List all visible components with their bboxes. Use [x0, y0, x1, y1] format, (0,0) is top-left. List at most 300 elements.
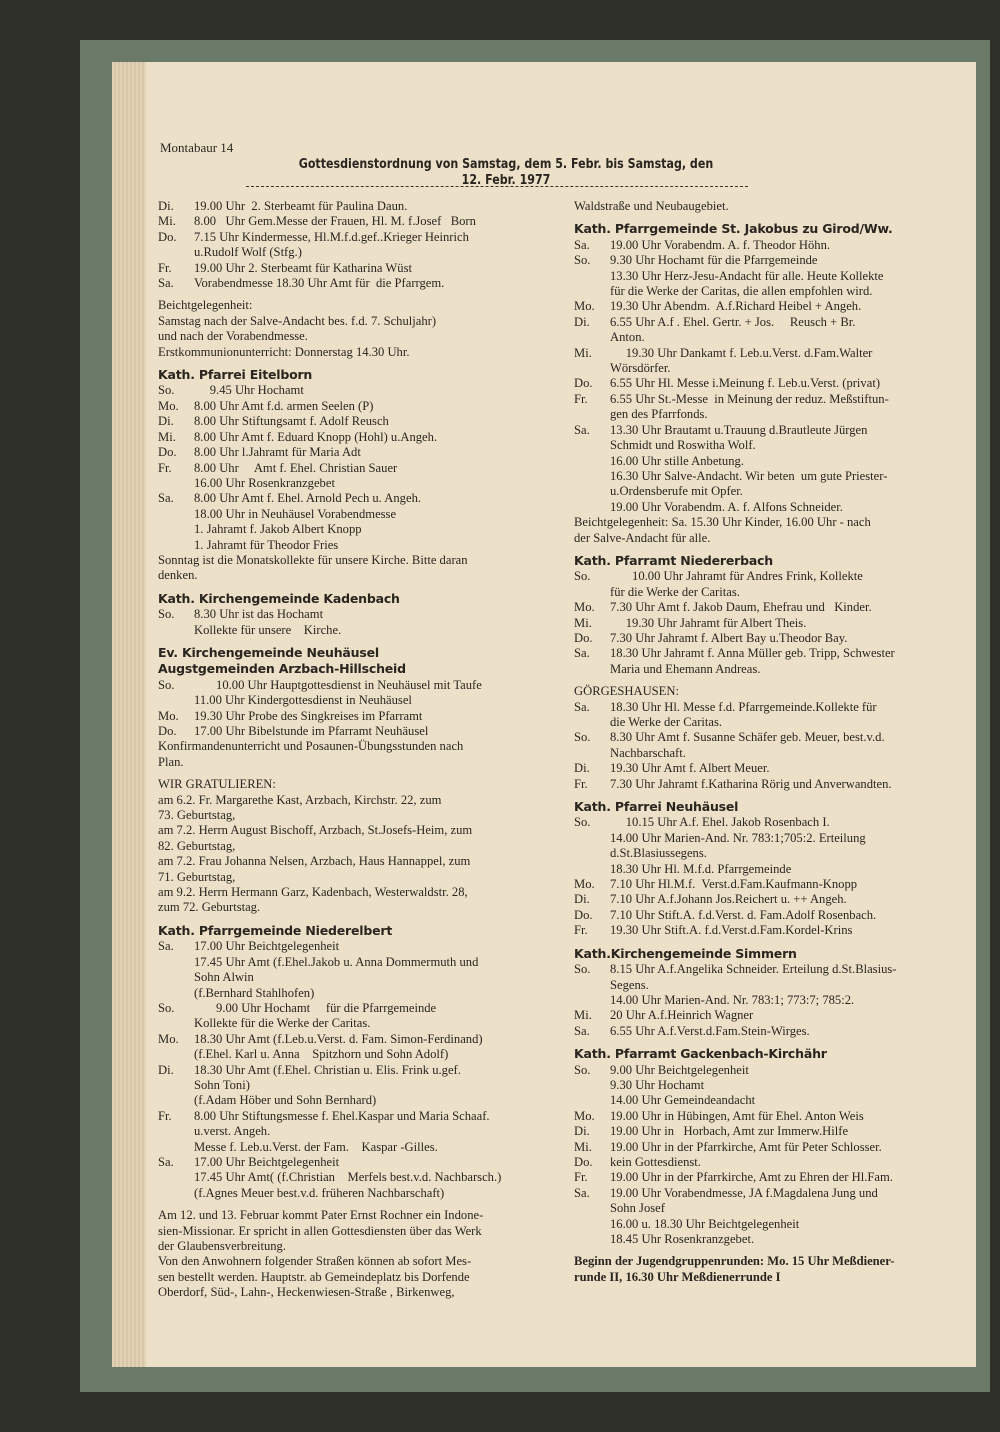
- schedule-text: 9.00 Uhr Beichtgelegenheit: [610, 1062, 749, 1077]
- schedule-day: [574, 993, 610, 1008]
- schedule-row: [574, 761, 964, 776]
- schedule-day: Do.: [574, 907, 593, 922]
- text-line: der Salve-Andacht für alle.: [574, 530, 711, 545]
- text-line: Beichtgelegenheit: Sa. 15.30 Uhr Kinder, 16.00 Uhr - nach: [574, 515, 871, 530]
- schedule-row: [158, 1155, 558, 1170]
- schedule-day: So.: [158, 607, 175, 622]
- schedule-day: Di.: [574, 314, 590, 329]
- schedule-day: [158, 986, 194, 1001]
- schedule-text: Wörsdörfer.: [610, 361, 671, 376]
- text-line: Am 12. und 13. Februar kommt Pater Ernst Rochner ein Indone-: [158, 1208, 484, 1223]
- schedule-day: [574, 662, 610, 677]
- schedule-day: [574, 269, 610, 284]
- schedule-text: (f.Adam Höber und Sohn Bernhard): [194, 1093, 377, 1108]
- schedule-row: [574, 361, 964, 376]
- schedule-row: [158, 1093, 558, 1108]
- schedule-row: [574, 1008, 964, 1023]
- schedule-day: So.: [574, 253, 591, 268]
- schedule-text: 18.30 Uhr Hl. Messe f.d. Pfarrgemeinde.Kollekte für: [610, 699, 877, 714]
- schedule-text: 9.45 Uhr Hochamt: [194, 383, 304, 398]
- schedule-text: d.St.Blasiussegens.: [610, 846, 707, 861]
- schedule-day: So.: [158, 677, 175, 692]
- schedule-text: 16.00 Uhr stille Anbetung.: [610, 453, 744, 468]
- text-line: Beichtgelegenheit:: [158, 298, 253, 313]
- text-line: denken.: [158, 568, 198, 583]
- schedule-row: [574, 238, 964, 253]
- schedule-day: Sa.: [574, 1185, 590, 1200]
- text-line: sen bestellt werden. Hauptstr. ab Gemeindeplatz bis Dorfende: [158, 1269, 470, 1284]
- schedule-day: So.: [574, 815, 591, 830]
- schedule-text: 13.30 Uhr Herz-Jesu-Andacht für alle. Heute Kollekte: [610, 268, 884, 283]
- schedule-row: [158, 1124, 558, 1139]
- schedule-day: So.: [158, 383, 175, 398]
- schedule-day: Fr.: [574, 776, 588, 791]
- title-rule: [246, 186, 748, 187]
- schedule-row: [158, 970, 558, 985]
- schedule-day: [574, 1078, 610, 1093]
- schedule-row: [158, 399, 558, 414]
- schedule-day: [574, 846, 610, 861]
- schedule-text: 18.00 Uhr in Neuhäusel Vorabendmesse: [194, 506, 397, 521]
- schedule-day: [574, 1217, 610, 1232]
- schedule-day: [574, 500, 610, 515]
- schedule-row: [158, 491, 558, 506]
- schedule-text: 10.00 Uhr Hauptgottesdienst in Neuhäusel mit Taufe: [194, 677, 482, 692]
- schedule-text: 17.45 Uhr Amt (f.Ehel.Jakob u. Anna Dommermuth und: [194, 954, 479, 969]
- text-line: sien-Missionar. Er spricht in allen Gottesdiensten über das Werk: [158, 1223, 482, 1238]
- schedule-text: Sohn Alwin: [194, 970, 254, 985]
- schedule-row: [574, 1170, 964, 1185]
- schedule-row: [158, 1032, 558, 1047]
- schedule-day: Mo.: [158, 708, 179, 723]
- schedule-text: 18.30 Uhr Hl. M.f.d. Pfarrgemeinde: [610, 861, 792, 876]
- schedule-day: Do.: [158, 229, 177, 244]
- schedule-text: u.Rudolf Wolf (Stfg.): [194, 245, 302, 260]
- schedule-day: [574, 484, 610, 499]
- schedule-row: [574, 585, 964, 600]
- schedule-day: Sa.: [158, 939, 174, 954]
- schedule-day: Sa.: [158, 276, 174, 291]
- section-title: Kath. Kirchengemeinde Kadenbach: [158, 590, 400, 606]
- schedule-row: [574, 846, 964, 861]
- schedule-day: Di.: [574, 761, 590, 776]
- schedule-text: 17.00 Uhr Beichtgelegenheit: [194, 939, 340, 954]
- schedule-text: u.Ordensberufe mit Opfer.: [610, 484, 743, 499]
- schedule-day: [158, 693, 194, 708]
- schedule-row: [158, 461, 558, 476]
- schedule-row: [158, 955, 558, 970]
- section-title: Kath. Pfarramt Niedererbach: [574, 552, 773, 568]
- schedule-day: [574, 407, 610, 422]
- schedule-text: 8.00 Uhr Amt f. Eduard Knopp (Hohl) u.Angeh.: [194, 429, 438, 444]
- schedule-day: [158, 970, 194, 985]
- schedule-day: Fr.: [574, 1170, 588, 1185]
- schedule-text: für die Werke der Caritas, die allen empfohlen wird.: [610, 284, 873, 299]
- schedule-day: Mo.: [158, 398, 179, 413]
- section-title: Kath. Pfarrgemeinde Niederelbert: [158, 922, 393, 938]
- schedule-row: [158, 507, 558, 522]
- text-line: am 7.2. Frau Johanna Nelsen, Arzbach, Haus Hannappel, zum: [158, 854, 471, 869]
- schedule-row: [574, 631, 964, 646]
- schedule-day: [158, 1124, 194, 1139]
- schedule-text: 19.00 Uhr in der Pfarrkirche, Amt für Peter Schlosser.: [610, 1139, 882, 1154]
- schedule-text: 20 Uhr A.f.Heinrich Wagner: [610, 1008, 754, 1023]
- schedule-day: [574, 978, 610, 993]
- schedule-row: [158, 986, 558, 1001]
- schedule-row: [574, 1093, 964, 1108]
- schedule-day: [158, 1093, 194, 1108]
- page-reference: Montabaur 14: [160, 140, 234, 155]
- section-block: [158, 923, 558, 1201]
- schedule-text: 1. Jahramt f. Jakob Albert Knopp: [194, 522, 362, 537]
- schedule-day: [574, 330, 610, 345]
- schedule-text: 14.00 Uhr Gemeindeandacht: [610, 1093, 756, 1108]
- schedule-text: 7.10 Uhr Hl.M.f. Verst.d.Fam.Kaufmann-Knopp: [610, 877, 858, 892]
- schedule-day: Mi.: [574, 615, 592, 630]
- text-line: zum 72. Geburtstag.: [158, 900, 261, 915]
- section-block: [158, 199, 558, 291]
- schedule-text: 18.45 Uhr Rosenkranzgebet.: [610, 1232, 755, 1246]
- schedule-day: Mo.: [574, 600, 595, 615]
- schedule-row: [574, 1155, 964, 1170]
- schedule-row: [574, 646, 964, 661]
- schedule-row: [574, 346, 964, 361]
- document-page: [146, 62, 976, 1367]
- schedule-row: [574, 616, 964, 631]
- text-line: am 9.2. Herrn Hermann Garz, Kadenbach, Westerwaldstr. 28,: [158, 885, 468, 900]
- schedule-text: 7.30 Uhr Jahramt f.Katharina Rörig und Anverwandten.: [610, 776, 892, 791]
- schedule-text: 19.30 Uhr Amt f. Albert Meuer.: [610, 761, 770, 776]
- schedule-row: [574, 284, 964, 299]
- text-line: Beginn der Jugendgruppenrunden: Mo. 15 Uhr Meßdiener-: [574, 1254, 895, 1269]
- schedule-text: 19.00 Uhr Vorabendmesse, JA f.Magdalena Jung und: [610, 1185, 878, 1200]
- schedule-day: Do.: [158, 724, 177, 738]
- schedule-day: [158, 1047, 194, 1062]
- schedule-row: [158, 445, 558, 460]
- schedule-text: 16.00 Uhr Rosenkranzgebet: [194, 475, 335, 490]
- schedule-text: 19.00 Uhr 2. Sterbeamt für Katharina Wüst: [194, 260, 413, 275]
- schedule-text: Schmidt und Roswitha Wolf.: [610, 438, 756, 453]
- schedule-day: [574, 831, 610, 846]
- schedule-text: 9.30 Uhr Hochamt für die Pfarrgemeinde: [610, 253, 818, 268]
- schedule-text: 18.30 Uhr Amt (f.Ehel. Christian u. Elis. Frink u.gef.: [194, 1062, 461, 1077]
- text-line: Sonntag ist die Monatskollekte für unsere Kirche. Bitte daran: [158, 552, 468, 567]
- schedule-day: So.: [158, 1000, 175, 1015]
- schedule-text: 7.10 Uhr Stift.A. f.d.Verst. d. Fam.Adolf Rosenbach.: [610, 907, 877, 922]
- schedule-day: Fr.: [574, 391, 588, 406]
- schedule-text: Sohn Josef: [610, 1201, 665, 1216]
- section-block: [574, 684, 964, 792]
- section-block: [158, 591, 558, 638]
- schedule-row: [158, 623, 558, 638]
- schedule-day: Do.: [574, 376, 593, 391]
- section-block: [158, 1208, 558, 1300]
- text-line: Oberdorf, Süd-, Lahn-, Heckenwiesen-Straße , Birkenweg,: [158, 1285, 455, 1300]
- schedule-text: (f.Ehel. Karl u. Anna Spitzhorn und Sohn Adolf): [194, 1047, 449, 1062]
- schedule-text: die Werke der Caritas.: [610, 715, 723, 729]
- schedule-day: Mo.: [158, 1031, 179, 1046]
- schedule-text: 17.00 Uhr Bibelstunde im Pfarramt Neuhäusel: [194, 724, 429, 738]
- schedule-text: (f.Agnes Meuer best.v.d. früheren Nachbarschaft): [194, 1185, 445, 1200]
- schedule-row: [158, 1047, 558, 1062]
- schedule-row: [574, 1063, 964, 1078]
- schedule-text: Anton.: [610, 330, 645, 345]
- schedule-text: 6.55 Uhr A.f.Verst.d.Fam.Stein-Wirges.: [610, 1023, 810, 1038]
- schedule-row: [574, 923, 964, 938]
- schedule-day: Di.: [574, 892, 590, 907]
- schedule-text: 7.30 Uhr Amt f. Jakob Daum, Ehefrau und Kinder.: [610, 600, 872, 615]
- schedule-row: [574, 662, 964, 677]
- schedule-day: Mi.: [158, 429, 176, 444]
- schedule-day: Do.: [158, 445, 177, 460]
- schedule-row: [574, 978, 964, 993]
- schedule-day: Di.: [158, 199, 174, 213]
- schedule-text: 14.00 Uhr Marien-And. Nr. 783:1;705:2. Erteilung: [610, 830, 866, 845]
- schedule-day: [158, 538, 194, 553]
- page-title: Gottesdienstordnung von Samstag, dem 5. Febr. bis Samstag, den 12. Febr. 1977: [298, 156, 714, 188]
- schedule-text: 19.30 Uhr Stift.A. f.d.Verst.d.Fam.Kordel-Krins: [610, 923, 853, 938]
- schedule-text: 6.55 Uhr Hl. Messe i.Meinung f. Leb.u.Verst. (privat): [610, 376, 881, 391]
- text-line: am 6.2. Fr. Margarethe Kast, Arzbach, Kirchstr. 22, zum: [158, 792, 442, 807]
- schedule-text: 18.30 Uhr Jahramt f. Anna Müller geb. Tripp, Schwester: [610, 646, 895, 661]
- schedule-day: [574, 715, 610, 730]
- schedule-text: 8.00 Uhr Amt f. Ehel. Christian Sauer: [194, 460, 398, 475]
- schedule-text: Nachbarschaft.: [610, 745, 686, 760]
- schedule-day: [574, 361, 610, 376]
- schedule-text: 7.30 Uhr Jahramt f. Albert Bay u.Theodor Bay.: [610, 630, 848, 645]
- schedule-day: Mi.: [574, 345, 592, 360]
- section-title: Ev. Kirchengemeinde Neuhäusel: [158, 644, 379, 660]
- section-block: [574, 553, 964, 677]
- schedule-row: [574, 1201, 964, 1216]
- schedule-text: 6.55 Uhr A.f . Ehel. Gertr. + Jos. Reusch + Br.: [610, 314, 856, 329]
- section-block: [158, 645, 558, 770]
- schedule-row: [574, 1109, 964, 1124]
- schedule-text: 8.00 Uhr Stiftungsmesse f. Ehel.Kaspar und Maria Schaaf.: [194, 1108, 490, 1123]
- schedule-text: 19.00 Uhr in der Pfarrkirche, Amt zu Ehren der Hl.Fam.: [610, 1170, 893, 1185]
- text-line: 73. Geburtstag,: [158, 808, 236, 823]
- schedule-day: Do.: [574, 1154, 593, 1169]
- schedule-text: Kollekte für unsere Kirche.: [194, 622, 342, 637]
- schedule-row: [158, 1063, 558, 1078]
- text-line: und nach der Vorabendmesse.: [158, 329, 308, 344]
- section-title: GÖRGESHAUSEN:: [574, 684, 679, 699]
- schedule-day: [574, 1232, 610, 1247]
- schedule-row: [574, 438, 964, 453]
- schedule-row: [574, 815, 964, 830]
- schedule-text: 17.00 Uhr Beichtgelegenheit: [194, 1154, 340, 1169]
- schedule-row: [574, 392, 964, 407]
- schedule-text: gen des Pfarrfonds.: [610, 407, 708, 422]
- section-block: [158, 777, 558, 916]
- left-column: [158, 192, 558, 1301]
- section-block: [574, 221, 964, 546]
- schedule-row: [574, 1186, 964, 1201]
- schedule-text: u.verst. Angeh.: [194, 1124, 271, 1139]
- section-subtitle: Augstgemeinden Arzbach-Hillscheid: [158, 661, 406, 677]
- schedule-row: [574, 253, 964, 268]
- schedule-day: [574, 746, 610, 761]
- schedule-text: Segens.: [610, 977, 649, 992]
- schedule-row: [158, 678, 558, 693]
- text-line: runde II, 16.30 Uhr Meßdienerrunde I: [574, 1269, 781, 1284]
- schedule-row: [158, 230, 558, 245]
- section-block: [574, 1254, 964, 1285]
- schedule-text: 10.15 Uhr A.f. Ehel. Jakob Rosenbach I.: [610, 815, 830, 830]
- schedule-day: Fr.: [158, 460, 172, 475]
- schedule-row: [574, 330, 964, 345]
- schedule-text: für die Werke der Caritas.: [610, 584, 740, 599]
- schedule-row: [574, 1024, 964, 1039]
- schedule-row: [574, 877, 964, 892]
- text-line: der Glaubensverbreitung.: [158, 1239, 286, 1253]
- section-title: Kath. Pfarrei Neuhäusel: [574, 799, 739, 815]
- text-line: 82. Geburtstag,: [158, 838, 236, 853]
- schedule-row: [574, 469, 964, 484]
- schedule-row: [574, 299, 964, 314]
- schedule-row: [574, 715, 964, 730]
- schedule-day: [574, 1201, 610, 1216]
- schedule-row: [158, 1001, 558, 1016]
- schedule-row: [574, 746, 964, 761]
- schedule-day: Sa.: [574, 699, 590, 714]
- schedule-day: [158, 507, 194, 522]
- schedule-text: 7.15 Uhr Kindermesse, Hl.M.f.d.gef..Krieger Heinrich: [194, 229, 469, 244]
- schedule-day: Di.: [158, 414, 174, 429]
- schedule-text: 8.30 Uhr ist das Hochamt: [194, 607, 324, 622]
- schedule-row: [574, 423, 964, 438]
- schedule-row: [158, 430, 558, 445]
- schedule-day: Mi.: [574, 1008, 592, 1023]
- section-title: Kath. Pfarrgemeinde St. Jakobus zu Girod/Ww.: [574, 221, 893, 237]
- text-line: 71. Geburtstag,: [158, 869, 236, 884]
- text-line: Waldstraße und Neubaugebiet.: [574, 199, 729, 213]
- schedule-day: Do.: [574, 630, 593, 645]
- schedule-row: [158, 607, 558, 622]
- text-line: WIR GRATULIEREN:: [158, 777, 276, 792]
- schedule-row: [574, 777, 964, 792]
- schedule-text: 9.30 Uhr Hochamt: [610, 1077, 705, 1092]
- schedule-row: [574, 831, 964, 846]
- schedule-text: Vorabendmesse 18.30 Uhr Amt für die Pfarrgem.: [194, 276, 445, 291]
- schedule-row: [158, 261, 558, 276]
- schedule-row: [158, 476, 558, 491]
- schedule-row: [574, 376, 964, 391]
- schedule-row: [158, 538, 558, 553]
- schedule-day: So.: [574, 1062, 591, 1077]
- schedule-row: [574, 269, 964, 284]
- schedule-day: [158, 1140, 194, 1155]
- schedule-row: [158, 1109, 558, 1124]
- schedule-row: [158, 1016, 558, 1031]
- schedule-day: Sa.: [158, 491, 174, 506]
- schedule-text: 14.00 Uhr Marien-And. Nr. 783:1; 773:7; 785:2.: [610, 992, 855, 1007]
- schedule-day: Sa.: [574, 422, 590, 437]
- schedule-row: [158, 199, 558, 214]
- schedule-day: [158, 245, 194, 260]
- schedule-day: [574, 1093, 610, 1108]
- schedule-row: [574, 407, 964, 422]
- schedule-day: Mo.: [574, 299, 595, 314]
- schedule-row: [158, 709, 558, 724]
- schedule-row: [574, 1217, 964, 1232]
- schedule-day: [158, 522, 194, 537]
- schedule-row: [158, 383, 558, 398]
- page-stack-edges: [112, 62, 148, 1367]
- schedule-day: Mi.: [158, 214, 176, 229]
- schedule-row: [574, 1124, 964, 1139]
- schedule-day: So.: [574, 730, 591, 745]
- schedule-row: [158, 1140, 558, 1155]
- schedule-row: [574, 484, 964, 499]
- schedule-day: So.: [574, 962, 591, 977]
- schedule-row: [574, 569, 964, 584]
- schedule-day: [158, 1170, 194, 1185]
- schedule-day: [574, 585, 610, 600]
- schedule-text: 8.30 Uhr Amt f. Susanne Schäfer geb. Meuer, best.v.d.: [610, 730, 885, 745]
- schedule-day: Fr.: [158, 1108, 172, 1123]
- schedule-row: [158, 414, 558, 429]
- schedule-text: 8.00 Uhr Stiftungsamt f. Adolf Reusch: [194, 414, 389, 429]
- text-line: am 7.2. Herrn August Bischoff, Arzbach, St.Josefs-Heim, zum: [158, 823, 473, 838]
- schedule-text: 10.00 Uhr Jahramt für Andres Frink, Kollekte: [610, 569, 863, 584]
- schedule-day: [574, 862, 610, 877]
- schedule-text: 19.00 Uhr Vorabendm. A. f. Theodor Höhn.: [610, 237, 831, 252]
- schedule-text: 18.30 Uhr Amt (f.Leb.u.Verst. d. Fam. Simon-Ferdinand): [194, 1031, 483, 1046]
- schedule-text: 8.00 Uhr Amt f.d. armen Seelen (P): [194, 398, 374, 413]
- text-line: Samstag nach der Salve-Andacht bes. f.d. 7. Schuljahr): [158, 313, 437, 328]
- schedule-text: 8.00 Uhr Gem.Messe der Frauen, Hl. M. f.Josef Born: [194, 214, 476, 229]
- schedule-text: 19.00 Uhr 2. Sterbeamt für Paulina Daun.: [194, 199, 408, 213]
- schedule-day: Di.: [158, 1062, 174, 1077]
- schedule-row: [158, 724, 558, 739]
- schedule-text: 19.00 Uhr in Horbach, Amt zur Immerw.Hilfe: [610, 1124, 849, 1139]
- schedule-day: [158, 476, 194, 491]
- schedule-text: (f.Bernhard Stahlhofen): [194, 985, 315, 1000]
- schedule-row: [574, 500, 964, 515]
- schedule-text: 13.30 Uhr Brautamt u.Trauung d.Brautleute Jürgen: [610, 422, 868, 437]
- schedule-row: [574, 993, 964, 1008]
- schedule-row: [574, 1078, 964, 1093]
- section-block: [574, 199, 964, 214]
- schedule-row: [158, 1078, 558, 1093]
- schedule-row: [574, 454, 964, 469]
- schedule-row: [158, 693, 558, 708]
- schedule-row: [574, 1140, 964, 1155]
- schedule-day: So.: [574, 569, 591, 584]
- schedule-row: [574, 962, 964, 977]
- schedule-day: Sa.: [574, 237, 590, 252]
- section-block: [574, 1046, 964, 1247]
- schedule-row: [158, 214, 558, 229]
- schedule-text: 16.30 Uhr Salve-Andacht. Wir beten um gute Priester-: [610, 468, 888, 483]
- schedule-text: Sohn Toni): [194, 1077, 250, 1092]
- schedule-day: [574, 284, 610, 299]
- schedule-day: [158, 955, 194, 970]
- schedule-row: [574, 600, 964, 615]
- schedule-text: Kollekte für die Werke der Caritas.: [194, 1016, 371, 1031]
- schedule-text: 7.10 Uhr A.f.Johann Jos.Reichert u. ++ Angeh.: [610, 892, 847, 907]
- schedule-day: [158, 1078, 194, 1093]
- section-block: [158, 367, 558, 584]
- schedule-text: 8.00 Uhr Amt f. Ehel. Arnold Pech u. Angeh.: [194, 491, 422, 506]
- section-block: [158, 298, 558, 360]
- schedule-row: [574, 315, 964, 330]
- schedule-day: Fr.: [158, 260, 172, 275]
- schedule-text: 8.00 Uhr l.Jahramt für Maria Adt: [194, 445, 361, 460]
- schedule-row: [158, 1170, 558, 1185]
- schedule-day: Fr.: [574, 923, 588, 938]
